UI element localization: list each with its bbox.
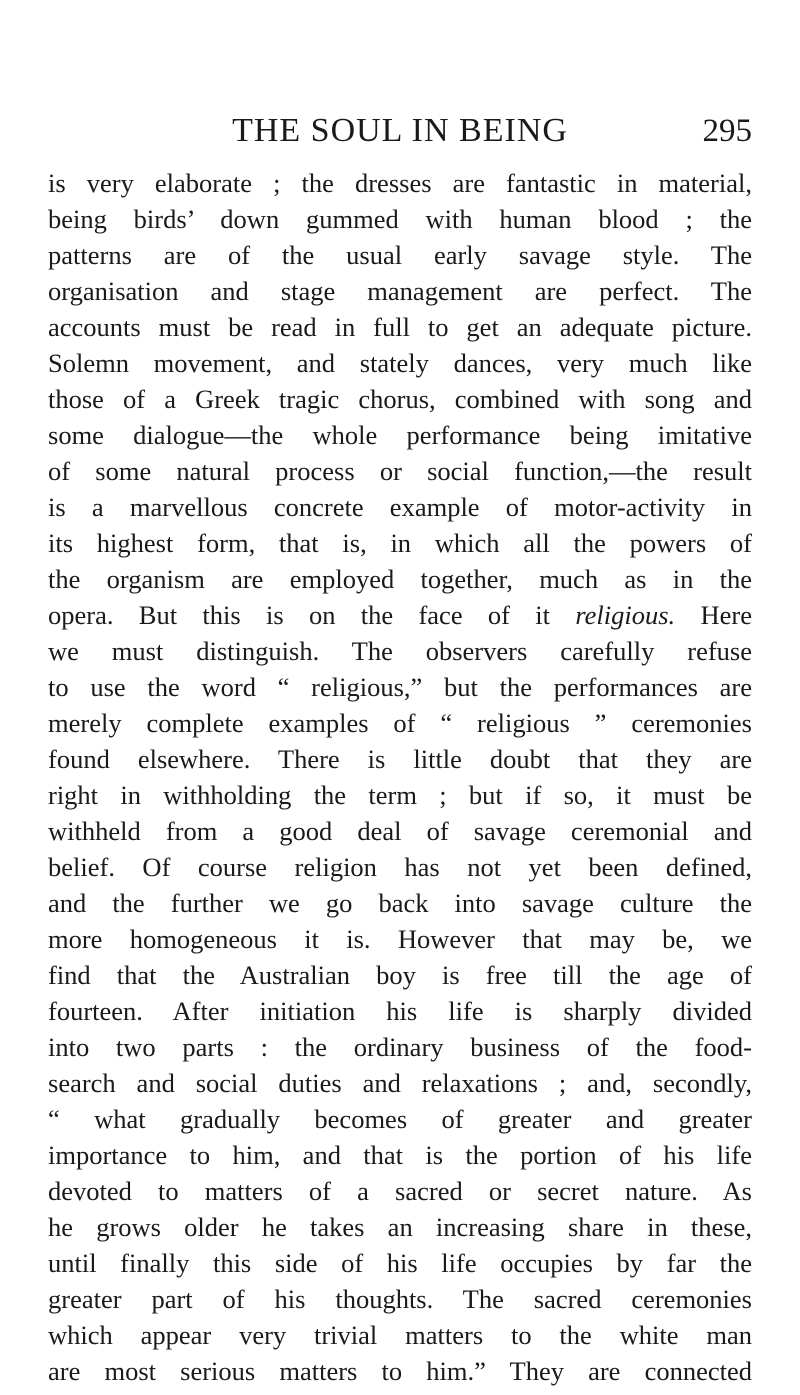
- text-line: those of a Greek tragic chorus, combined with song and: [48, 384, 752, 414]
- text-line-end: Here: [675, 600, 752, 630]
- text-line-with-italic: [48, 597, 752, 633]
- text-line: the organism are employed together, much as in the: [48, 564, 752, 594]
- text-line: which appear very trivial matters to the white man: [48, 1320, 752, 1350]
- italic-word: religious.: [575, 600, 676, 630]
- text-line: right in withholding the term ; but if so, it must be: [48, 780, 752, 810]
- text-line: Solemn movement, and stately dances, very much like: [48, 348, 752, 378]
- text-line: merely complete examples of “ religious ” ceremonies: [48, 708, 752, 738]
- text-line-start: opera. But this is on the face of it: [48, 600, 550, 630]
- text-line: found elsewhere. There is little doubt that they are: [48, 744, 752, 774]
- text-line: patterns are of the usual early savage style. The: [48, 240, 752, 270]
- text-line: to use the word “ religious,” but the performances are: [48, 672, 752, 702]
- text-line: we must distinguish. The observers carefully refuse: [48, 636, 752, 666]
- text-line: he grows older he takes an increasing share in these,: [48, 1212, 752, 1242]
- text-line: find that the Australian boy is free till the age of: [48, 960, 752, 990]
- page-number: 295: [702, 113, 752, 149]
- text-line: are most serious matters to him.” They are connected: [48, 1356, 752, 1386]
- text-line: is very elaborate ; the dresses are fantastic in material,: [48, 168, 752, 198]
- text-line: into two parts : the ordinary business of the food-: [48, 1032, 752, 1062]
- text-line: being birds’ down gummed with human blood ; the: [48, 204, 752, 234]
- text-line: “ what gradually becomes of greater and greater: [48, 1104, 752, 1134]
- text-line: and the further we go back into savage culture the: [48, 888, 752, 918]
- text-line: more homogeneous it is. However that may be, we: [48, 924, 752, 954]
- text-line: its highest form, that is, in which all the powers of: [48, 528, 752, 558]
- text-line: organisation and stage management are perfect. The: [48, 276, 752, 306]
- text-line: greater part of his thoughts. The sacred ceremonies: [48, 1284, 752, 1314]
- text-line: fourteen. After initiation his life is sharply divided: [48, 996, 752, 1026]
- running-head-title: THE SOUL IN BEING: [232, 112, 568, 149]
- running-head: [48, 106, 752, 156]
- text-line: belief. Of course religion has not yet been defined,: [48, 852, 752, 882]
- text-line: accounts must be read in full to get an adequate picture.: [48, 312, 752, 342]
- text-line: importance to him, and that is the portion of his life: [48, 1140, 752, 1170]
- text-line: of some natural process or social function,—the result: [48, 456, 752, 486]
- text-line: some dialogue—the whole performance being imitative: [48, 420, 752, 450]
- text-line: search and social duties and relaxations ; and, secondly,: [48, 1068, 752, 1098]
- body-text: [48, 165, 752, 1389]
- text-line: until finally this side of his life occupies by far the: [48, 1248, 752, 1278]
- text-line: withheld from a good deal of savage ceremonial and: [48, 816, 752, 846]
- text-line: is a marvellous concrete example of motor-activity in: [48, 492, 752, 522]
- text-line: devoted to matters of a sacred or secret nature. As: [48, 1176, 752, 1206]
